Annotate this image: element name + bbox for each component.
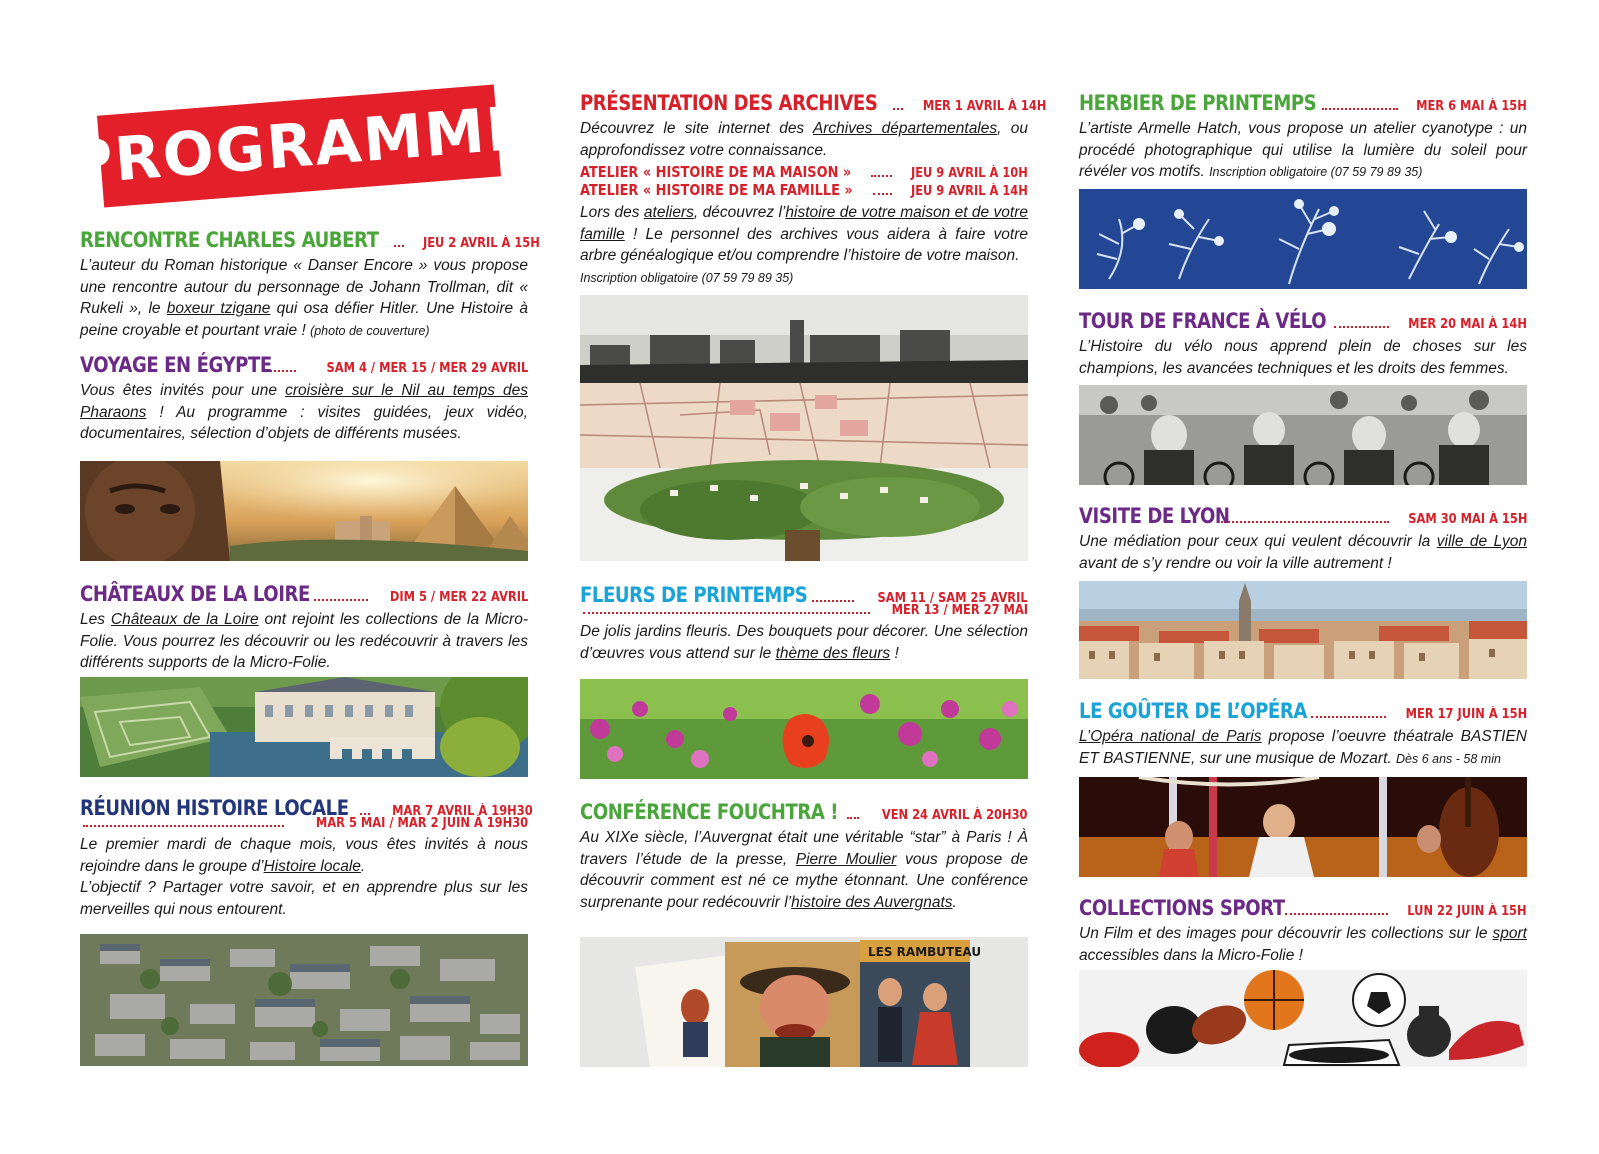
section-date: SAM 30 MAI À 15H	[1407, 512, 1527, 527]
section-date: SAM 4 / MER 15 / MER 29 AVRIL	[326, 361, 528, 376]
section-charles-aubert	[80, 228, 541, 342]
section-date: MAR 7 AVRIL À 19H30	[391, 804, 533, 819]
link-pierre-moulier[interactable]: Pierre Moulier	[795, 850, 897, 868]
leader-dots	[583, 612, 870, 614]
section-date: MER 20 MAI À 14H	[1408, 317, 1527, 332]
cyclists-image	[1079, 385, 1527, 485]
section-title: LE GOÛTER DE L’OPÉRA	[1079, 699, 1307, 723]
section-title: HERBIER DE PRINTEMPS	[1079, 91, 1317, 115]
section-text: Vous êtes invités pour une croisière sur le Nil au temps des Pharaons ! Au programme : visites guidées, jeux vidéo, documentaires, sélection d’objets de différents musées.	[80, 382, 529, 442]
section-title: RÉUNION HISTOIRE LOCALE	[80, 796, 349, 820]
leader-dots	[893, 108, 903, 110]
link-opera-national-paris[interactable]: L’Opéra national de Paris	[1079, 728, 1262, 745]
leader-dots	[270, 370, 296, 372]
section-text: Découvrez le site internet des Archives départementales, ou approfondissez votre connaissance.	[580, 120, 1028, 159]
leader-dots	[1285, 913, 1388, 915]
leader-dots	[394, 245, 404, 247]
section-tour-de-france	[1079, 309, 1527, 379]
atelier-famille-title: ATELIER « HISTOIRE DE MA FAMILLE »	[580, 181, 853, 199]
section-date-2: MER 13 / MER 27 MAI	[891, 603, 1028, 618]
atelier-maison-date: JEU 9 AVRIL À 10H	[911, 166, 1028, 181]
section-title: CHÂTEAUX DE LA LOIRE	[80, 582, 310, 606]
section-date: LUN 22 JUIN À 15H	[1407, 904, 1527, 919]
link-archives-departementales[interactable]: Archives départementales	[812, 120, 998, 137]
section-reunion-histoire	[80, 796, 533, 920]
village-aerial-image	[80, 934, 528, 1066]
link-theme-fleurs[interactable]: thème des fleurs	[775, 644, 891, 662]
section-title: COLLECTIONS SPORT	[1079, 896, 1285, 920]
auvergnat-posters-image	[580, 937, 1028, 1067]
leader-dots	[812, 600, 855, 602]
section-title: FLEURS DE PRINTEMPS	[580, 583, 808, 607]
section-conference-fouchtra	[580, 800, 1028, 913]
link-histoire-auvergnats[interactable]: histoire des Auvergnats	[791, 893, 953, 911]
link-ville-lyon[interactable]: ville de Lyon	[1436, 533, 1527, 550]
section-visite-lyon	[1079, 504, 1527, 574]
section-text: Un Film et des images pour découvrir les collections sur le sport accessibles dans la Micro-Folie !	[1079, 925, 1527, 964]
section-collections-sport	[1079, 896, 1527, 966]
section-date: DIM 5 / MER 22 AVRIL	[389, 590, 528, 605]
section-date: JEU 2 AVRIL À 15H	[423, 236, 541, 251]
cyanotype-image	[1079, 189, 1527, 289]
leader-dots	[1322, 108, 1398, 110]
link-sport[interactable]: sport	[1492, 925, 1527, 942]
section-date: MER 1 AVRIL À 14H	[922, 99, 1047, 114]
programme-banner: PROGRAMME	[97, 85, 501, 208]
section-title: VOYAGE EN ÉGYPTE	[80, 353, 272, 377]
egypt-image	[80, 461, 528, 561]
leader-dots	[360, 813, 370, 815]
atelier-maison-title: ATELIER « HISTOIRE DE MA MAISON »	[580, 163, 852, 181]
archives-collage-image	[580, 295, 1028, 561]
link-croisiere-nil[interactable]: croisière sur le Nil au temps des Pharaons	[80, 382, 529, 421]
section-text: De jolis jardins fleuris. Des bouquets pour décorer. Une sélection d’œuvres vous attend sur le thème des fleurs !	[580, 623, 1028, 662]
section-title: CONFÉRENCE FOUCHTRA !	[580, 800, 839, 824]
leader-dots	[1311, 716, 1386, 718]
leader-dots	[871, 175, 892, 177]
section-text: Le premier mardi de chaque mois, vous êtes invités à nous rejoindre dans le groupe d’Histoire locale. L’objectif ? Partager votre savoir, et en apprendre plus sur les merveilles qui nous entourent.	[80, 836, 528, 918]
section-gouter-opera	[1079, 699, 1527, 770]
section-text: Au XIXe siècle, l’Auvergnat était une véritable “star” à Paris ! À travers l’étude de la presse, Pierre Moulier vous propose de découvrir comment est né ce mythe étonnant. Une conférence surprenante pour redécouvrir l’histoire des Auvergnats.	[580, 829, 1028, 911]
link-histoire-locale[interactable]: Histoire locale	[263, 857, 361, 875]
leader-dots	[1334, 326, 1390, 328]
link-ateliers[interactable]: ateliers	[643, 204, 694, 221]
poster-title: LES RAMBUTEAU	[868, 945, 982, 959]
leader-dots	[873, 193, 892, 195]
leader-dots	[847, 817, 859, 819]
section-chateaux-loire	[80, 582, 528, 674]
section-text: L’Opéra national de Paris propose l’oeuvre théatrale BASTIEN ET BASTIENNE, sur une musique de Mozart. Dès 6 ans - 58 min	[1079, 728, 1527, 767]
leader-dots	[314, 599, 367, 601]
leader-dots	[1221, 521, 1388, 523]
section-date: VEN 24 AVRIL À 20H30	[882, 808, 1028, 823]
sport-equipment-image	[1079, 970, 1527, 1067]
lyon-cityscape-image	[1079, 581, 1527, 679]
section-date: MER 6 MAI À 15H	[1416, 99, 1527, 114]
link-histoire-maison-famille[interactable]: histoire de votre maison et de votre famille	[580, 204, 1028, 243]
chateau-image	[80, 677, 528, 777]
opera-stage-image	[1079, 777, 1527, 877]
section-title: TOUR DE FRANCE À VÉLO	[1079, 309, 1327, 333]
section-date-2: MAR 5 MAI / MAR 2 JUIN À 19H30	[315, 816, 528, 831]
link-boxeur-tzigane[interactable]: boxeur tzigane	[166, 300, 271, 317]
section-date: SAM 11 / SAM 25 AVRIL	[877, 591, 1028, 606]
section-voyage-egypte	[80, 353, 528, 445]
section-text: Les Châteaux de la Loire ont rejoint les collections de la Micro-Folie. Vous pourrez les découvrir ou les redécouvrir à travers les différents supports de la Micro-Folie.	[80, 611, 528, 671]
section-title: VISITE DE LYON	[1079, 504, 1230, 528]
link-chateaux-loire[interactable]: Châteaux de la Loire	[110, 611, 259, 628]
section-herbier	[1079, 91, 1527, 184]
section-text: Une médiation pour ceux qui veulent découvrir la ville de Lyon avant de s’y rendre ou voir la ville autrement !	[1079, 533, 1527, 572]
flowers-image	[580, 679, 1028, 779]
section-fleurs-printemps	[580, 583, 1028, 664]
section-text: L’auteur du Roman historique « Danser Encore » vous propose une rencontre autour du personnage de Johann Trollman, dit « Rukeli », le boxeur tzigane qui osa défier Hitler. Une Histoire à peine croyable et pourtant vraie ! (photo de couverture)	[80, 257, 529, 339]
section-title: PRÉSENTATION DES ARCHIVES	[580, 91, 878, 115]
section-date: MER 17 JUIN À 15H	[1405, 707, 1527, 722]
atelier-famille-date: JEU 9 AVRIL À 14H	[911, 184, 1028, 199]
section-text: L’Histoire du vélo nous apprend plein de choses sur les champions, les avancées techniques et les droits des femmes.	[1079, 338, 1527, 377]
section-title: RENCONTRE CHARLES AUBERT	[80, 228, 379, 252]
section-text-2: Lors des ateliers, découvrez l’histoire de votre maison et de votre famille ! Le personnel des archives vous aidera à faire votre arbre généalogique et/ou comprendre l’histoire de votre maison. Inscription obligatoire (07 59 79 89 35)	[580, 204, 1028, 285]
section-archives	[580, 91, 1047, 289]
leader-dots	[83, 825, 284, 827]
section-text: L’artiste Armelle Hatch, vous propose un atelier cyanotype : un procédé photographique qui utilise la lumière du soleil pour révéler vos motifs. Inscription obligatoire (07 59 79 89 35)	[1079, 120, 1527, 180]
